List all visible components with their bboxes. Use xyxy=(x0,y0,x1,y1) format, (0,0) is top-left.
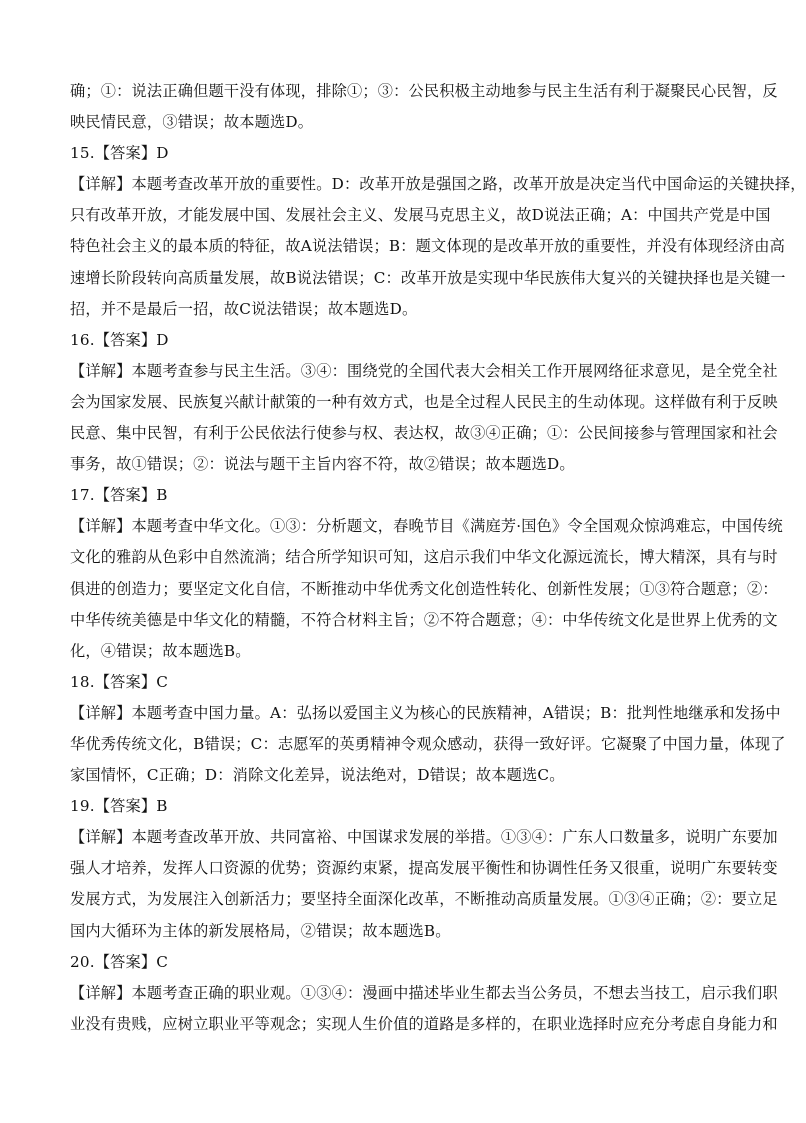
text-line: 【详解】本题考查改革开放、共同富裕、中国谋求发展的举措。①③④：广东人口数量多，说明广东要加 xyxy=(70,828,778,847)
text-line: 【详解】本题考查改革开放的重要性。D：改革开放是强国之路，改革开放是决定当代中国命运的关键抉择， xyxy=(70,175,806,194)
text-line: 【详解】本题考查参与民主生活。③④：围绕党的全国代表大会相关工作开展网络征求意见，是全党全社 xyxy=(70,361,778,380)
text-line: 事务，故①错误；②：说法与题干主旨内容不符，故②错误；故本题选D。 xyxy=(70,455,575,474)
text-line: 民意、集中民智，有利于公民依法行使参与权、表达权，故③④正确；①：公民间接参与管理国家和社会 xyxy=(70,424,778,443)
text-line: 16.【答案】D xyxy=(70,330,169,349)
text-line: 【详解】本题考查中国力量。A：弘扬以爱国主义为核心的民族精神，A错误；B：批判性地继承和发扬中 xyxy=(70,703,781,722)
text-line: 文化的雅韵从色彩中自然流淌；结合所学知识可知，这启示我们中华文化源远流长，博大精深，具有与时 xyxy=(70,548,778,567)
text-line: 20.【答案】C xyxy=(70,952,169,971)
text-line: 15.【答案】D xyxy=(70,144,169,163)
text-line: 确；①：说法正确但题干没有体现，排除①；③：公民积极主动地参与民主生活有利于凝聚民心民智，反 xyxy=(70,82,778,100)
text-line: 发展方式，为发展注入创新活力；要坚持全面深化改革，不断推动高质量发展。①③④正确；②：要立足 xyxy=(70,890,778,909)
text-line: 【详解】本题考查正确的职业观。①③④：漫画中描述毕业生都去当公务员，不想去当技工，启示我们职 xyxy=(70,983,778,1002)
text-line: 特色社会主义的最本质的特征，故A说法错误；B：题文体现的是改革开放的重要性，并没有体现经济由高 xyxy=(70,237,785,256)
text-line: 会为国家发展、民族复兴献计献策的一种有效方式，也是全过程人民民主的生动体现。这样做有利于反映 xyxy=(70,392,778,411)
text-line: 业没有贵贱，应树立职业平等观念；实现人生价值的道路是多样的，在职业选择时应充分考虑自身能力和 xyxy=(70,1014,778,1033)
document-page xyxy=(70,76,806,1040)
text-line: 华优秀传统文化，B错误；C：志愿军的英勇精神令观众感动，获得一致好评。它凝聚了中国力量，体现了 xyxy=(70,734,786,753)
text-line: 18.【答案】C xyxy=(70,672,169,691)
text-line: 只有改革开放，才能发展中国、发展社会主义、发展马克思主义，故D说法正确；A：中国共产党是中国 xyxy=(70,206,771,225)
text-line: 【详解】本题考查中华文化。①③：分析题文，春晚节目《满庭芳·国色》令全国观众惊鸿难忘，中国传统 xyxy=(70,517,783,536)
text-line: 家国情怀，C正确；D：消除文化差异，说法绝对，D错误；故本题选C。 xyxy=(70,766,565,785)
text-line: 中华传统美德是中华文化的精髓，不符合材料主旨；②不符合题意；④：中华传统文化是世界上优秀的文 xyxy=(70,610,778,629)
text-line: 19.【答案】B xyxy=(70,797,168,816)
text-line: 速增长阶段转向高质量发展，故B说法错误；C：改革开放是实现中华民族伟大复兴的关键抉择也是关键一 xyxy=(70,268,786,287)
text-line: 映民情民意，③错误；故本题选D。 xyxy=(70,113,314,132)
text-line: 俱进的创造力；要坚定文化自信，不断推动中华优秀文化创造性转化、创新性发展；①③符合题意；②： xyxy=(70,579,778,598)
text-line: 17.【答案】B xyxy=(70,486,168,505)
text-line: 国内大循环为主体的新发展格局，②错误；故本题选B。 xyxy=(70,921,451,940)
text-line: 强人才培养，发挥人口资源的优势；资源约束紧，提高发展平衡性和协调性任务又很重，说明广东要转变 xyxy=(70,859,778,878)
text-line: 招，并不是最后一招，故C说法错误；故本题选D。 xyxy=(70,299,418,318)
text-line: 化，④错误；故本题选B。 xyxy=(70,641,251,660)
